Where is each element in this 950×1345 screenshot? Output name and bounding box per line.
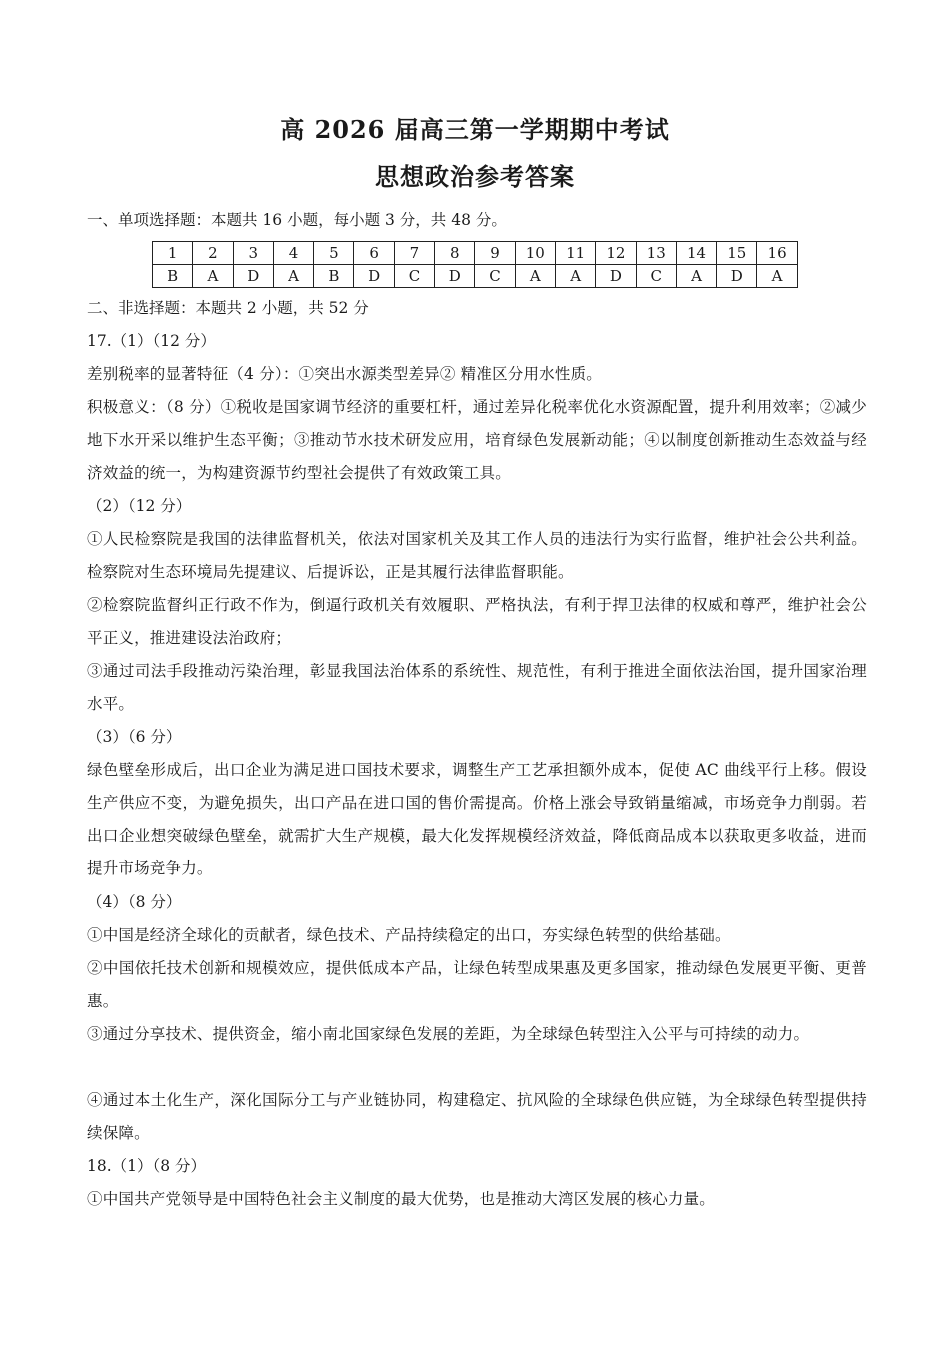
q17-2-point-3: ③通过司法手段推动污染治理，彰显我国法治体系的系统性、规范性，有利于推进全面依法治国，提升国家治理水平。 <box>87 662 867 713</box>
section-2-heading: 二、非选择题：本题共 2 小题，共 52 分 <box>87 299 369 317</box>
question-number-cell: 1 <box>153 242 193 265</box>
answer-cell: A <box>515 265 555 288</box>
exam-title: 高 2026 届高三第一学期期中考试 <box>280 115 670 144</box>
q17-4-point-3: ③通过分享技术、提供资金，缩小南北国家绿色发展的差距，为全球绿色转型注入公平与可持续的动力。 <box>87 1025 810 1043</box>
question-number-cell: 7 <box>394 242 434 265</box>
answer-cell: A <box>757 265 797 288</box>
answer-table-answer-row <box>153 265 798 288</box>
question-number-cell: 3 <box>233 242 273 265</box>
question-number-cell: 14 <box>676 242 716 265</box>
answer-cell: A <box>273 265 313 288</box>
q17-3-answer: 绿色壁垒形成后，出口企业为满足进口国技术要求，调整生产工艺承担额外成本，促使 AC 曲线平行上移。假设生产供应不变，为避免损失，出口产品在进口国的售价需提高。价格上涨会导致销量缩减，市场竞争力削弱。若出口企业想突破绿色壁垒，就需扩大生产规模，最大化发挥规模经济效益，降低商品成本以获取更多收益，进而提升市场竞争力。 <box>87 761 867 878</box>
exam-subtitle: 思想政治参考答案 <box>375 162 575 191</box>
q17-2-point-2: ②检察院监督纠正行政不作为，倒逼行政机关有效履职、严格执法，有利于捍卫法律的权威和尊严，维护社会公平正义，推进建设法治政府； <box>87 596 867 647</box>
answer-cell: B <box>314 265 354 288</box>
question-number-cell: 12 <box>596 242 636 265</box>
answer-cell: C <box>636 265 676 288</box>
question-number-cell: 6 <box>354 242 394 265</box>
section-1-heading: 一、单项选择题：本题共 16 小题，每小题 3 分，共 48 分。 <box>87 211 507 229</box>
question-number-cell: 13 <box>636 242 676 265</box>
question-number-cell: 16 <box>757 242 797 265</box>
question-number-cell: 8 <box>435 242 475 265</box>
q17-2-point-1: ①人民检察院是我国的法律监督机关，依法对国家机关及其工作人员的违法行为实行监督，维护社会公共利益。检察院对生态环境局先提建议、后提诉讼，正是其履行法律监督职能。 <box>87 530 867 581</box>
answer-cell: C <box>475 265 515 288</box>
question-number-cell: 11 <box>555 242 595 265</box>
q17-4-point-2: ②中国依托技术创新和规模效应，提供低成本产品，让绿色转型成果惠及更多国家，推动绿色发展更平衡、更普惠。 <box>87 959 867 1010</box>
answer-cell: C <box>394 265 434 288</box>
q17-4-point-4: ④通过本土化生产，深化国际分工与产业链协同，构建稳定、抗风险的全球绿色供应链，为全球绿色转型提供持续保障。 <box>87 1091 867 1142</box>
answer-table-number-row <box>153 242 798 265</box>
answer-cell: D <box>233 265 273 288</box>
q17-1-feature: 差别税率的显著特征（4 分）：①突出水源类型差异② 精准区分用水性质。 <box>87 365 602 383</box>
answer-cell: A <box>676 265 716 288</box>
q17-4-point-1: ①中国是经济全球化的贡献者，绿色技术、产品持续稳定的出口，夯实绿色转型的供给基础。 <box>87 926 731 944</box>
question-number-cell: 2 <box>193 242 233 265</box>
q18-1-heading: 18.（1）（8 分） <box>87 1157 207 1175</box>
q17-4-heading: （4）（8 分） <box>87 893 182 911</box>
q18-1-point-1: ①中国共产党领导是中国特色社会主义制度的最大优势，也是推动大湾区发展的核心力量。 <box>87 1190 716 1208</box>
answer-cell: A <box>193 265 233 288</box>
q17-1-heading: 17.（1）（12 分） <box>87 332 216 350</box>
answer-cell: D <box>717 265 757 288</box>
answer-cell: D <box>435 265 475 288</box>
answer-cell: B <box>153 265 193 288</box>
answer-cell: D <box>354 265 394 288</box>
question-number-cell: 4 <box>273 242 313 265</box>
question-number-cell: 9 <box>475 242 515 265</box>
question-number-cell: 15 <box>717 242 757 265</box>
question-number-cell: 10 <box>515 242 555 265</box>
question-number-cell: 5 <box>314 242 354 265</box>
q17-3-heading: （3）（6 分） <box>87 728 182 746</box>
answer-cell: A <box>555 265 595 288</box>
answer-table <box>152 241 798 288</box>
answer-cell: D <box>596 265 636 288</box>
q17-1-significance: 积极意义：（8 分）①税收是国家调节经济的重要杠杆，通过差异化税率优化水资源配置，提升利用效率；②减少地下水开采以维护生态平衡；③推动节水技术研发应用，培育绿色发展新动能；④以制度创新推动生态效益与经济效益的统一，为构建资源节约型社会提供了有效政策工具。 <box>87 398 867 482</box>
q17-2-heading: （2）（12 分） <box>87 497 192 515</box>
